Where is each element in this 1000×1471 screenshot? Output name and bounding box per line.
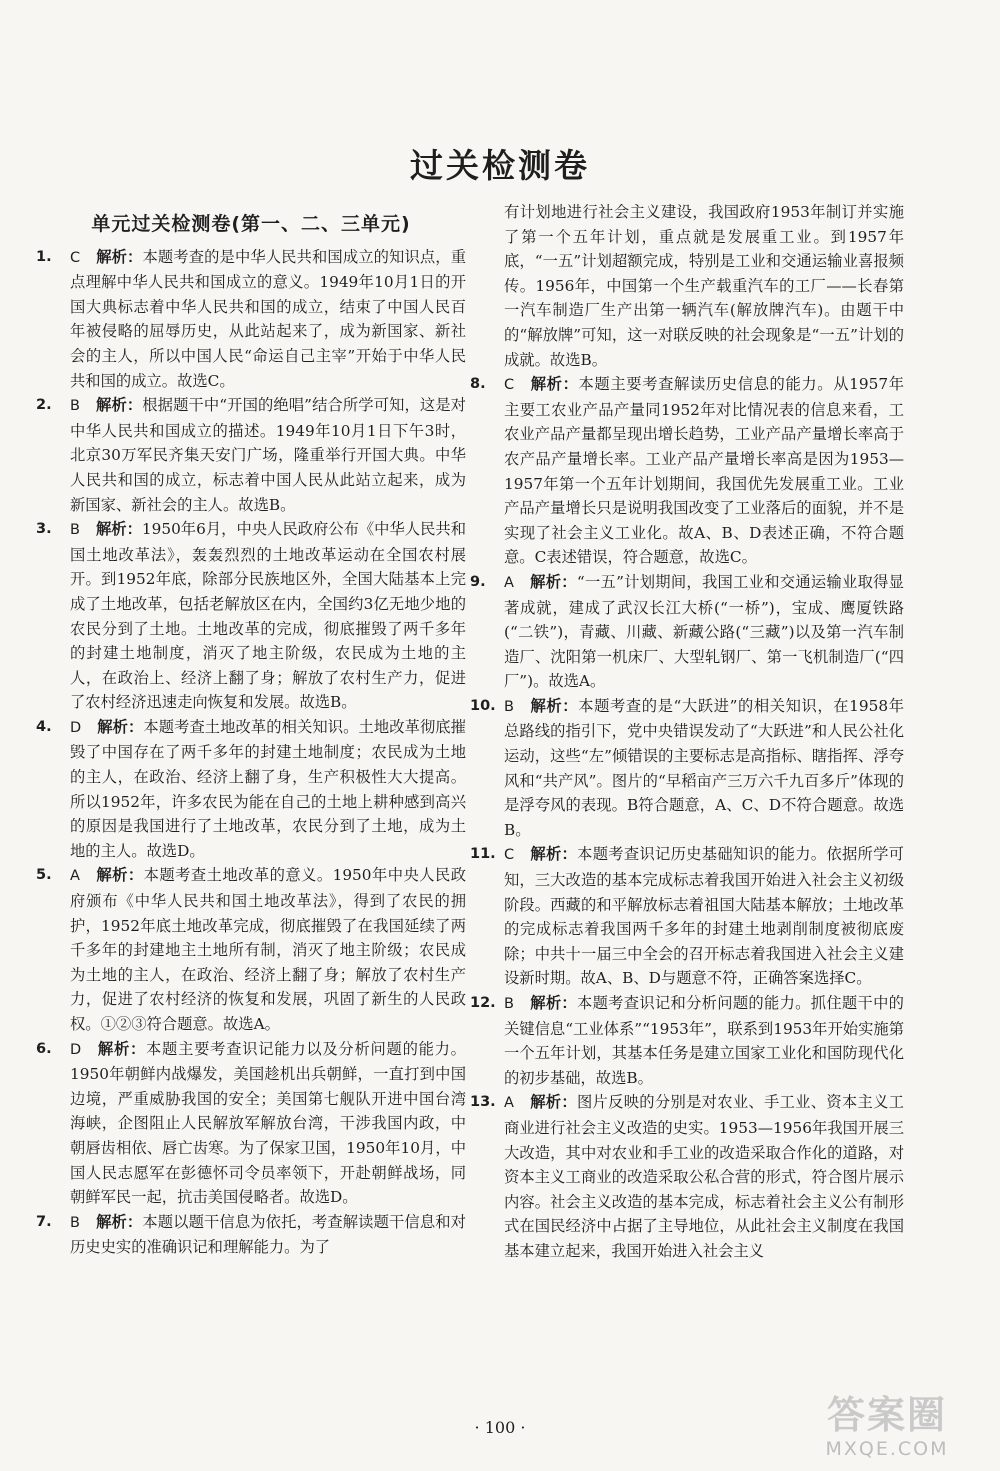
analysis-label: 解析： bbox=[529, 572, 577, 591]
question-list-right bbox=[470, 372, 904, 1263]
question-number: 9. bbox=[470, 573, 486, 590]
analysis-label: 解析： bbox=[95, 1212, 143, 1231]
analysis-label: 解析： bbox=[95, 396, 143, 415]
analysis-label: 解析： bbox=[529, 1093, 577, 1112]
question-item bbox=[36, 245, 466, 394]
answer-letter: D bbox=[70, 1041, 82, 1058]
analysis-text: 本题考查识记历史基础知识的能力。依据所学可知，三大改造的基本完成标志着我国开始进入社会主义初级阶段。西藏的和平解放标志着祖国大陆基本解放；土地改革的完成标志着我国两千多年的封建土地剥削制度被彻底废除；中共十一届三中全会的召开标志着我国进入社会主义建设新时期。故A、B、D与题意不符，正确答案选择C。 bbox=[504, 845, 904, 988]
watermark-seal: 答案圈 bbox=[826, 1393, 947, 1437]
question-list-left bbox=[36, 245, 466, 1260]
question-number: 5. bbox=[36, 867, 52, 884]
watermark-url: MXQE.COM bbox=[825, 1438, 949, 1460]
analysis-label: 解析： bbox=[530, 375, 579, 394]
answer-letter: A bbox=[504, 574, 514, 591]
analysis-text: 图片反映的分别是对农业、手工业、资本主义工商业进行社会主义改造的史实。1953—1956年我国开展三大改造，其中对农业和手工业的改造采取合作化的道路，对资本主义工商业的改造采取公私合营的形式，符合图片展示内容。社会主义改造的基本完成，标志着社会主义公有制形式在国民经济中占据了主导地位，从此社会主义制度在我国基本建立起来，我国开始进入社会主义 bbox=[504, 1093, 904, 1260]
question-number: 10. bbox=[470, 697, 496, 714]
analysis-label: 解析： bbox=[97, 1039, 147, 1058]
question-number: 4. bbox=[36, 718, 52, 735]
question-item bbox=[36, 1210, 466, 1260]
analysis-text: 本题以题干信息为依托，考查解读题干信息和对历史史实的准确识记和理解能力。为了 bbox=[70, 1212, 466, 1257]
question-item bbox=[36, 863, 466, 1036]
analysis-text: 本题主要考查识记能力以及分析问题的能力。1950年朝鲜内战爆发，美国趁机出兵朝鲜，一直打到中国边境，严重威胁我国的安全；美国第七舰队开进中国台湾海峡，企图阻止人民解放军解放台湾，干涉我国内政，中朝唇齿相依、唇亡齿寒。为了保家卫国，1950年10月，中国人民志愿军在彭德怀司令员率领下，开赴朝鲜战场，同朝鲜军民一起，抗击美国侵略者。故选D。 bbox=[70, 1039, 466, 1207]
question-item bbox=[36, 1037, 466, 1210]
page-title: 过关检测卷 bbox=[410, 146, 590, 185]
question-item bbox=[470, 991, 904, 1090]
analysis-text: 本题主要考查解读历史信息的能力。从1957年主要工农业产品产量同1952年对比情况表的信息来看，工农业产品产量都呈现出增长趋势，工业产品产量增长率高于农产品产量增长率。工业产品产量增长率高是因为1953—1957年第一个五年计划期间，我国优先发展重工业。工业产品产量增长只是说明我国改变了工业落后的面貌，并不是实现了社会主义工业化。故A、B、D表述正确，不符合题意。C表述错误，符合题意，故选C。 bbox=[504, 375, 904, 567]
analysis-text: 本题考查土地改革的相关知识。土地改革彻底摧毁了中国存在了两千多年的封建土地制度；农民成为土地的主人，在政治、经济上翻了身，生产积极性大大提高。所以1952年，许多农民为能在自己的土地上耕种感到高兴的原因是我国进行了土地改革，农民分到了土地，成为土地的主人。故选D。 bbox=[70, 717, 466, 860]
analysis-label: 解析： bbox=[529, 994, 577, 1012]
question-item bbox=[36, 393, 466, 517]
answer-letter: D bbox=[70, 719, 82, 736]
answer-letter: B bbox=[70, 1214, 80, 1231]
left-column bbox=[36, 212, 466, 1260]
analysis-label: 解析： bbox=[96, 247, 143, 266]
question-number: 12. bbox=[470, 995, 496, 1011]
answer-letter: B bbox=[70, 398, 80, 415]
analysis-label: 解析： bbox=[95, 520, 142, 539]
answer-letter: A bbox=[70, 868, 80, 885]
page-number: · 100 · bbox=[474, 1418, 526, 1437]
question-7-continuation: 有计划地进行社会主义建设，我国政府1953年制订并实施了第一个五年计划，重点就是发展重工业。到1957年底，“一五”计划超额完成，特别是工业和交通运输业喜报频传。1956年，中国第一个生产载重汽车的工厂——长春第一汽车制造厂生产出第一辆汽车(解放牌汽车)。由题干中的“解放牌”可知，这一对联反映的社会现象是“一五”计划的成就。故选B。 bbox=[504, 203, 904, 369]
question-item bbox=[470, 694, 904, 843]
question-number: 8. bbox=[470, 376, 486, 393]
question-number: 11. bbox=[470, 846, 496, 863]
question-number: 7. bbox=[36, 1213, 52, 1230]
answer-letter: B bbox=[504, 698, 514, 715]
analysis-text: 本题考查的是中华人民共和国成立的知识点，重点理解中华人民共和国成立的意义。1949年10月1日的开国大典标志着中华人民共和国的成立，结束了中国人民百年被侵略的屈辱历史，从此站起来了，成为新国家、新社会的主人，所以中国人民“命运自己主宰”开始于中华人民共和国的成立。故选C。 bbox=[70, 247, 466, 390]
analysis-text: 本题考查土地改革的意义。1950年中央人民政府颁布《中华人民共和国土地改革法》，得到了农民的拥护，1952年底土地改革完成，彻底摧毁了在我国延续了两千多年的封建地主土地所有制，消灭了地主阶级；农民成为土地的主人，在政治、经济上翻了身；解放了农村生产力，促进了农村经济的恢复和发展，巩固了新生的人民政权。①②③符合题意。故选A。 bbox=[70, 866, 466, 1033]
question-number: 3. bbox=[36, 521, 52, 538]
answer-letter: C bbox=[504, 847, 515, 864]
analysis-text: “一五”计划期间，我国工业和交通运输业取得显著成就，建成了武汉长江大桥(“一桥”)，宝成、鹰厦铁路(“二铁”)，青藏、川藏、新藏公路(“三藏”)以及第一汽车制造厂、沈阳第一机床厂、大型轧钢厂、第一飞机制造厂(“四厂”)。故选A。 bbox=[504, 572, 904, 691]
answer-letter: C bbox=[70, 249, 81, 266]
question-item bbox=[470, 842, 904, 991]
analysis-label: 解析： bbox=[530, 845, 578, 864]
question-item bbox=[470, 1090, 904, 1263]
question-number: 6. bbox=[36, 1040, 52, 1057]
question-item bbox=[36, 517, 466, 715]
answer-letter: B bbox=[504, 996, 514, 1012]
question-item bbox=[470, 570, 904, 694]
question-number: 2. bbox=[36, 397, 52, 414]
analysis-label: 解析： bbox=[97, 717, 144, 736]
analysis-text: 根据题干中“开国的绝唱”结合所学可知，这是对中华人民共和国成立的描述。1949年10月1日下午3时，北京30万军民齐集天安门广场，隆重举行开国大典。中华人民共和国的成立，标志着中国人民从此站立起来，成为新国家、新社会的主人。故选B。 bbox=[70, 396, 466, 514]
answer-letter: A bbox=[504, 1095, 514, 1112]
question-number: 13. bbox=[470, 1094, 496, 1111]
section-title: 单元过关检测卷(第一、二、三单元) bbox=[91, 213, 411, 235]
analysis-label: 解析： bbox=[529, 696, 579, 715]
analysis-text: 1950年6月，中央人民政府公布《中华人民共和国土地改革法》，轰轰烈烈的土地改革运动在全国农村展开。到1952年底，除部分民族地区外，全国大陆基本上完成了土地改革，包括老解放区在内，全国约3亿无地少地的农民分到了土地。土地改革的完成，彻底摧毁了两千多年的封建土地制度，消灭了地主阶级，农民成为土地的主人，在政治上、经济上翻了身；解放了农村生产力，促进了农村经济迅速走向恢复和发展。故选B。 bbox=[70, 520, 466, 712]
question-number: 1. bbox=[36, 248, 52, 265]
answer-letter: C bbox=[504, 377, 515, 394]
analysis-text: 本题考查识记和分析问题的能力。抓住题干中的关键信息“工业体系”“1953年”，联系到1953年开始实施第一个五年计划，其基本任务是建立国家工业化和国防现代化的初步基础，故选B。 bbox=[504, 994, 904, 1087]
question-item bbox=[470, 372, 904, 570]
question-item bbox=[36, 715, 466, 864]
analysis-label: 解析： bbox=[95, 866, 144, 885]
analysis-text: 本题考查的是“大跃进”的相关知识，在1958年总路线的指引下，党中央错误发动了“大跃进”和人民公社化运动，这些“左”倾错误的主要标志是高指标、瞎指挥、浮夸风和“共产风”。图片的“早稻亩产三万六千九百多斤”体现的是浮夸风的表现。B符合题意，A、C、D不符合题意。故选B。 bbox=[504, 696, 904, 839]
answer-letter: B bbox=[70, 522, 80, 539]
right-column bbox=[470, 200, 904, 1264]
watermark-logo bbox=[792, 1392, 982, 1468]
